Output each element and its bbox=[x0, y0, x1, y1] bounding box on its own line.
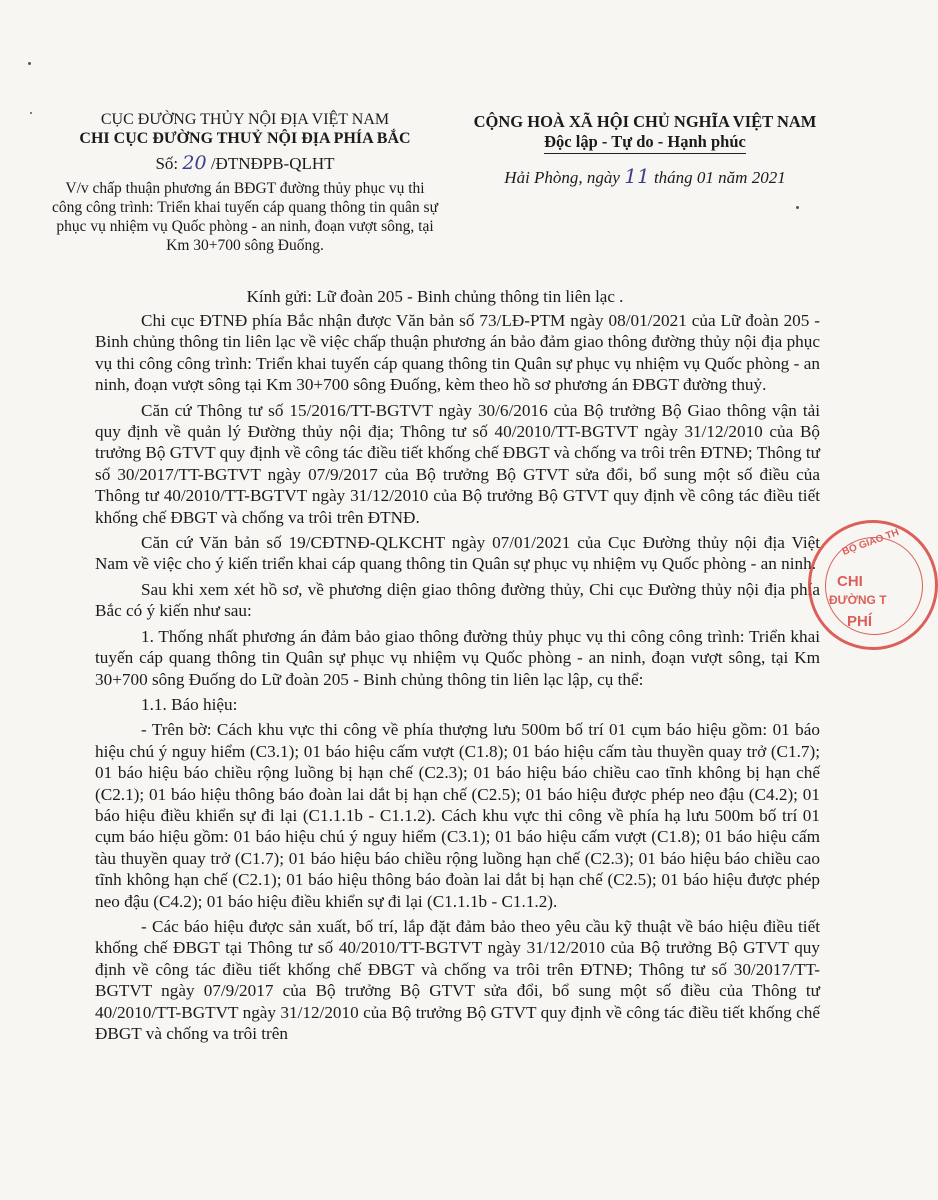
date-prefix: Hải Phòng, ngày bbox=[504, 168, 620, 187]
date-suffix: tháng 01 năm 2021 bbox=[653, 168, 786, 187]
issue-date bbox=[440, 166, 850, 188]
issuer-block bbox=[50, 110, 440, 255]
document-number-handwritten: 20 bbox=[182, 152, 207, 174]
document-number-prefix: Số: bbox=[155, 154, 179, 173]
body-paragraph: 1. Thống nhất phương án đảm bảo giao thông đường thủy phục vụ thi công công trình: Triển khai tuyến cáp quang thông tin Quân sự phục vụ nhiệm vụ Quốc phòng - an ninh, đoạn vượt sông, tại Km 30+700 sông Đuống do Lữ đoàn 205 - Binh chủng thông tin liên lạc lập, cụ thể: bbox=[95, 626, 820, 689]
seal-text-line1: CHI bbox=[837, 573, 863, 590]
body-paragraph: 1.1. Báo hiệu: bbox=[141, 694, 238, 714]
official-seal bbox=[808, 520, 938, 650]
document-number-suffix: /ĐTNĐPB-QLHT bbox=[210, 154, 335, 173]
national-block bbox=[440, 112, 850, 188]
scan-speck bbox=[28, 62, 31, 65]
seal-text-line3: PHÍ bbox=[847, 613, 873, 630]
recipient-line: Kính gửi: Lữ đoàn 205 - Binh chủng thông tin liên lạc . bbox=[246, 287, 624, 306]
national-motto: Độc lập - Tự do - Hạnh phúc bbox=[544, 132, 746, 154]
sub-agency-name: CHI CỤC ĐƯỜNG THUỶ NỘI ĐỊA PHÍA BẮC bbox=[79, 130, 411, 147]
agency-name: CỤC ĐƯỜNG THỦY NỘI ĐỊA VIỆT NAM bbox=[100, 111, 390, 128]
date-day-handwritten: 11 bbox=[624, 164, 650, 188]
body-paragraph: Căn cứ Thông tư số 15/2016/TT-BGTVT ngày 30/6/2016 của Bộ trưởng Bộ Giao thông vận tải quy định về quản lý Đường thủy nội địa; Thông tư số 40/2010/TT-BGTVT ngày 31/12/2010 của Bộ trưởng Bộ GTVT quy định về công tác điều tiết khống chế ĐBGT và chống va trôi trên ĐTNĐ; Thông tư số 30/2017/TT-BGTVT ngày 07/9/2017 của Bộ trưởng Bộ GTVT sửa đổi, bổ sung một số điều của Thông tư 40/2010/TT-BGTVT ngày 31/12/2010 của Bộ trưởng Bộ GTVT quy định về công tác điều tiết khống chế ĐBGT và chống va trôi trên ĐTNĐ. bbox=[95, 400, 820, 527]
document-number bbox=[50, 154, 440, 173]
document-body bbox=[95, 310, 820, 1048]
seal-ring-text: BỘ GIAO TH bbox=[840, 527, 901, 558]
body-paragraph: Căn cứ Văn bản số 19/CĐTNĐ-QLKCHT ngày 07/01/2021 của Cục Đường thủy nội địa Việt Nam về việc cho ý kiến triển khai cáp quang thông tin Quân sự phục vụ nhiệm vụ Quốc phòng - an ninh. bbox=[95, 533, 820, 574]
body-paragraph: Chi cục ĐTNĐ phía Bắc nhận được Văn bản số 73/LĐ-PTM ngày 08/01/2021 của Lữ đoàn 205 - Binh chủng thông tin liên lạc về việc chấp thuận phương án bảo đảm giao thông đường thủy nội địa phục vụ thi công công trình: Triển khai tuyến cáp quang thông tin Quân sự phục vụ nhiệm vụ Quốc phòng - an ninh, đoạn vượt sông tại Km 30+700 sông Đuống, kèm theo hồ sơ phương án ĐBGT đường thuỷ. bbox=[95, 311, 820, 395]
body-paragraph: Sau khi xem xét hồ sơ, về phương diện giao thông đường thủy, Chi cục Đường thủy nội địa phía Bắc có ý kiến như sau: bbox=[95, 579, 820, 621]
document-subject: V/v chấp thuận phương án BĐGT đường thủy phục vụ thi công công trình: Triển khai tuyến cáp quang thông tin quân sự phục vụ nhiệm vụ Quốc phòng - an ninh, đoạn vượt sông, tại Km 30+700 sông Đuống. bbox=[52, 180, 438, 254]
body-paragraph: - Trên bờ: Cách khu vực thi công về phía thượng lưu 500m bố trí 01 cụm báo hiệu gồm: 01 báo hiệu chú ý nguy hiểm (C3.1); 01 báo hiệu cấm vượt (C1.8); 01 báo hiệu cấm tàu thuyền quay trở (C1.7); 01 báo hiệu báo chiều rộng luồng bị hạn chế (C2.3); 01 báo hiệu báo chiều cao tĩnh không bị hạn chế (C2.1); 01 báo hiệu thông báo đoàn lai dắt bị hạn chế (C2.5); 01 báo hiệu được phép neo đậu (C4.2); 01 báo hiệu điều khiển sự đi lại (C1.1.1b - C1.1.2). Cách khu vực thi công về phía hạ lưu 500m bố trí 01 cụm báo hiệu gồm: 01 báo hiệu chú ý nguy hiểm (C3.1); 01 báo hiệu cấm vượt (C1.8); 01 báo hiệu cấm tàu thuyền quay trở (C1.7); 01 báo hiệu báo chiều rộng luồng hạn chế (C2.3); 01 báo hiệu báo chiều cao tĩnh không hạn chế (C2.1); 01 báo hiệu thông báo đoàn lai dắt bị hạn chế (C2.5); 01 báo hiệu được phép neo đậu (C4.2); 01 báo hiệu điều khiển sự đi lại (C1.1.1b - C1.1.2). bbox=[95, 720, 820, 911]
scan-speck bbox=[30, 112, 32, 114]
national-title: CỘNG HOÀ XÃ HỘI CHỦ NGHĨA VIỆT NAM bbox=[473, 112, 817, 131]
body-paragraph: - Các báo hiệu được sản xuất, bố trí, lắp đặt đảm bảo theo yêu cầu kỹ thuật về báo hiệu điều tiết khống chế ĐBGT tại Thông tư số 40/2010/TT-BGTVT ngày 31/12/2010 của Bộ trưởng Bộ GTVT quy định về công tác điều tiết khống chế ĐBGT và chống va trôi trên ĐTNĐ; Thông tư số 30/2017/TT-BGTVT ngày 07/9/2017 của Bộ trưởng Bộ GTVT sửa đổi, bổ sung một số điều của Thông tư 40/2010/TT-BGTVT ngày 31/12/2010 của Bộ trưởng Bộ GTVT quy định về công tác điều tiết khống chế ĐBGT và chống va trôi trên bbox=[95, 916, 820, 1043]
scan-speck bbox=[796, 206, 799, 209]
seal-text-line2: ĐƯỜNG T bbox=[829, 593, 887, 607]
